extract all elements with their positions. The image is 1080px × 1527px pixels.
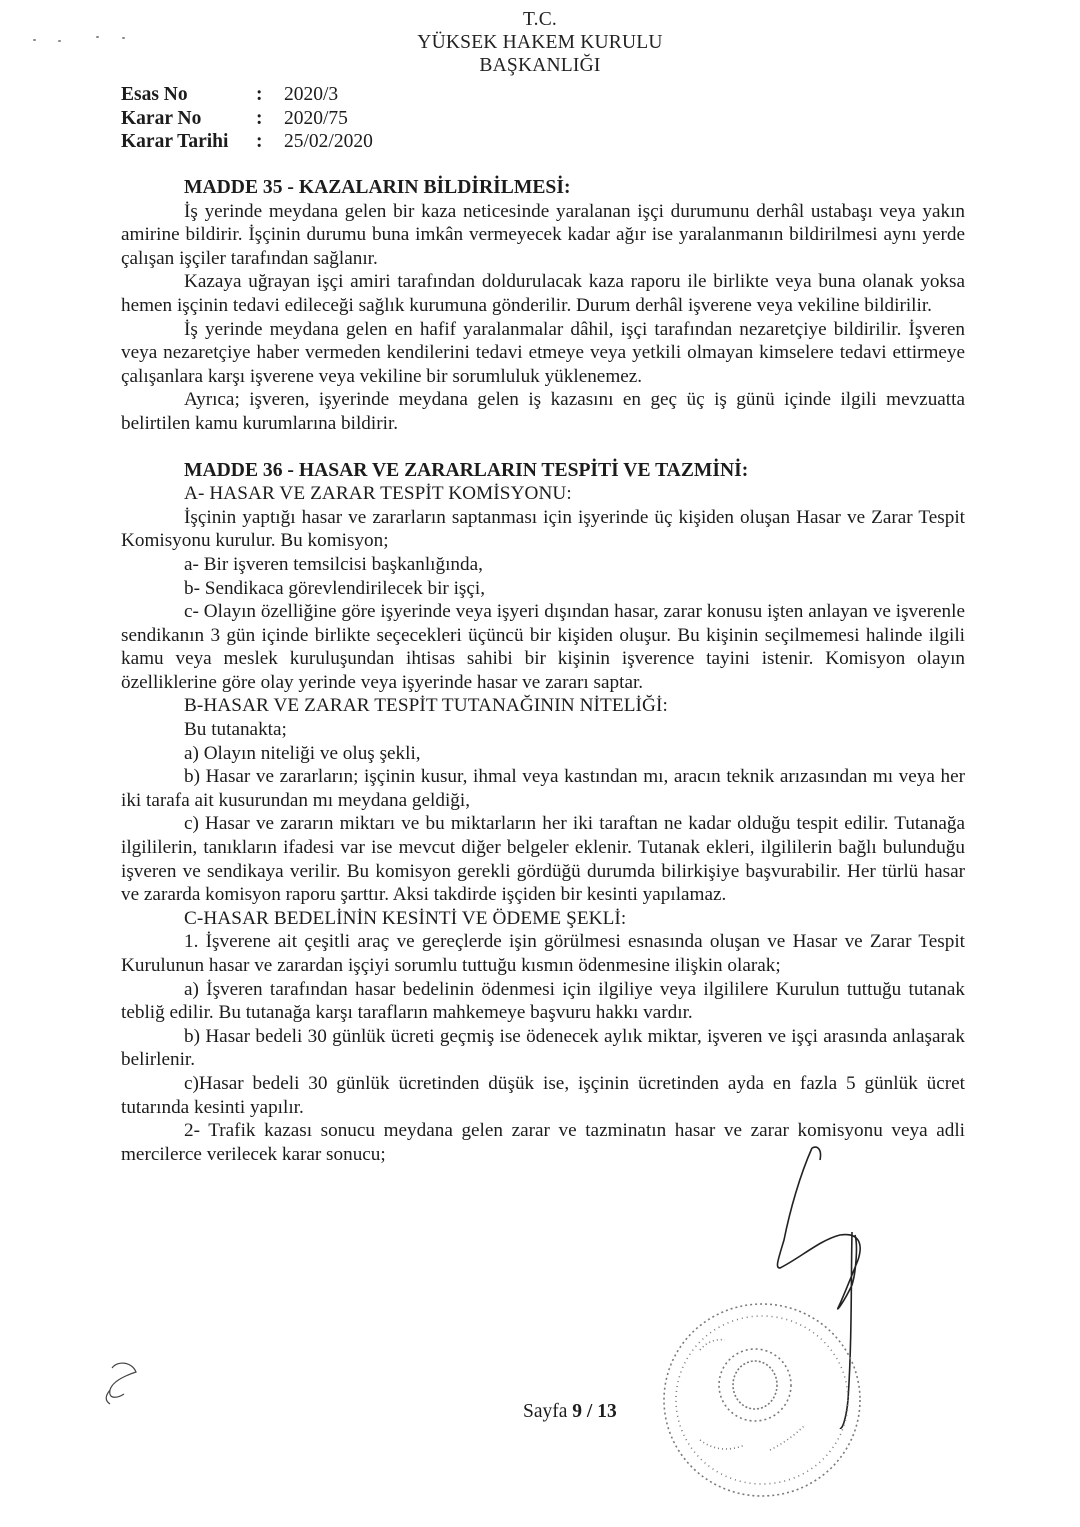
- article-35-paragraph: İş yerinde meydana gelen bir kaza neticesinde yaralanan işçi durumunu derhâl ustabaşı veya yakın amirine bildirir. İşçinin durumu buna imkân vermeyecek kadar ağır ise yaralanmanın bildirilmesi aynı yerde çalışan işçiler tarafından sağlanır.: [121, 200, 965, 269]
- section-b-intro: Bu tutanakta;: [184, 719, 287, 741]
- section-a-item: b- Sendikaca görevlendirilecek bir işçi,: [184, 577, 486, 599]
- meta-value: 2020/3: [284, 84, 339, 105]
- header-tc: T.C.: [522, 9, 558, 30]
- meta-row-esas-no: [121, 83, 373, 107]
- meta-colon: :: [256, 107, 263, 129]
- article-36-title: MADDE 36 - HASAR VE ZARARLARIN TESPİTİ VE TAZMİNİ:: [184, 459, 749, 481]
- article-35-paragraph: İş yerinde meydana gelen en hafif yaralanmalar dâhil, işçi tarafından nezaretçiye bildirilir. İşveren veya nezaretçiye haber vermeden kendilerini tedavi etmeye veya yetkili olmayan kimselere tedavi ettirmeye çalışanlara karşı işverene veya vekiline bir sorumluluk yüklenemez.: [121, 318, 965, 387]
- section-a-title: A- HASAR VE ZARAR TESPİT KOMİSYONU:: [184, 483, 572, 505]
- meta-colon: :: [256, 84, 263, 105]
- header-institution: YÜKSEK HAKEM KURULU: [417, 32, 663, 53]
- meta-value: 2020/75: [284, 107, 348, 129]
- section-a-item: c- Olayın özelliğine göre işyerinde veya işyeri dışından hasar, zarar konusu işten anlayan ve işverenle sendikanın 3 gün içinde birlikte seçecekleri üçüncü bir kişiden oluşur. Bu kişinin seçilmemesi halinde ilgili kamu veya meslek kuruluşundan ihtisas sahibi bir kişinin işverence tayini istenir. Komisyon olayın özelliklerine göre olay yerinde veya işyerinde hasar ve zararı saptar.: [121, 601, 965, 693]
- meta-row-karar-tarihi: [121, 130, 373, 154]
- meta-colon: :: [256, 131, 263, 152]
- meta-row-karar-no: [121, 107, 373, 131]
- initials: [106, 1363, 136, 1404]
- article-35-title: MADDE 35 - KAZALARIN BİLDİRİLMESİ:: [184, 177, 571, 198]
- scan-speck: [58, 40, 61, 42]
- document-header: [380, 8, 700, 77]
- page-count: 9 / 13: [572, 1401, 617, 1422]
- signature: [777, 1147, 860, 1428]
- scan-speck: [96, 36, 99, 38]
- scan-speck: [122, 37, 125, 39]
- scan-speck: [33, 39, 36, 41]
- case-metadata: [121, 83, 373, 154]
- spacer: [121, 436, 965, 459]
- section-b-item: c) Hasar ve zararın miktarı ve bu miktarların her iki taraftan ne kadar olduğu tespit edilir. Tutanağa ilgililerin, tanıkların ifadesi var ise mevcut diğer belgeler eklenir. Tutanak ekleri, ilgililerin bağlı bulunduğu işveren ve sendikaya verilir. Bu komisyon gerekli gördüğü durumda bilirkişiye başvurabilir. Her türlü hasar ve zararda komisyon raporu şarttır. Aksi takdirde işçiden bir kesinti yapılamaz.: [121, 813, 965, 906]
- article-35-paragraph: Kazaya uğrayan işçi amiri tarafından doldurulacak kaza raporu ile birlikte veya buna olanak yoksa hemen işçinin tedavi edileceği sağlık kurumuna gönderilir. Durum derhâl işverene veya vekiline bildirilir.: [121, 271, 965, 316]
- section-c-item: c)Hasar bedeli 30 günlük ücretinden düşük ise, işçinin ücretinden ayda en fazla 5 günlük ücret tutarında kesinti yapılır.: [121, 1072, 965, 1118]
- page-number: [523, 1401, 617, 1423]
- section-a-item: a- Bir işveren temsilcisi başkanlığında,: [184, 553, 483, 575]
- meta-label: Esas No: [121, 84, 188, 105]
- article-35-paragraph: Ayrıca; işveren, işyerinde meydana gelen iş kazasını en geç üç iş günü içinde ilgili mevzuatta belirtilen kamu kurumlarına bildirir.: [121, 389, 965, 434]
- section-c-item: 1. İşverene ait çeşitli araç ve gereçlerde işin görülmesi esnasında oluşan ve Hasar ve Zarar Tespit Kurulunun hasar ve zarardan işçiyi sorumlu tuttuğu kısmın ödenmesine ilişkin olarak;: [121, 931, 965, 976]
- section-c-item: 2- Trafik kazası sonucu meydana gelen zarar ve tazminatın hasar ve zarar komisyonu veya adli mercilerce verilecek karar sonucu;: [121, 1120, 965, 1165]
- meta-label: Karar No: [121, 107, 202, 129]
- section-c-item: a) İşveren tarafından hasar bedelinin ödenmesi için ilgiliye veya ilgililere Kurulun tuttuğu tutanak tebliğ edilir. Bu tutanağa karşı tarafların mahkemeye başvuru hakkı vardır.: [121, 978, 965, 1024]
- section-b-item: b) Hasar ve zararların; işçinin kusur, ihmal veya kastından mı, aracın teknik arızasından mı veya her iki tarafa ait kusurundan mı meydana geldiği,: [121, 766, 965, 811]
- section-c-item: b) Hasar bedeli 30 günlük ücreti geçmiş ise ödenecek aylık miktar, işveren ve işçi arasında anlaşarak belirlenir.: [121, 1025, 965, 1071]
- page-prefix: Sayfa: [523, 1401, 568, 1422]
- header-department: BAŞKANLIĞI: [479, 55, 601, 76]
- section-b-item: a) Olayın niteliği ve oluş şekli,: [184, 742, 421, 764]
- section-c-title: C-HASAR BEDELİNİN KESİNTİ VE ÖDEME ŞEKLİ:: [184, 907, 627, 929]
- meta-value: 25/02/2020: [284, 131, 373, 152]
- official-seal: [664, 1304, 860, 1496]
- meta-label: Karar Tarihi: [121, 131, 229, 152]
- section-a-intro: İşçinin yaptığı hasar ve zararların saptanması için işyerinde üç kişiden oluşan Hasar ve Zarar Tespit Komisyonu kurulur. Bu komisyon;: [121, 506, 965, 552]
- document-body: [121, 176, 965, 1166]
- section-b-title: B-HASAR VE ZARAR TESPİT TUTANAĞININ NİTELİĞİ:: [184, 695, 668, 717]
